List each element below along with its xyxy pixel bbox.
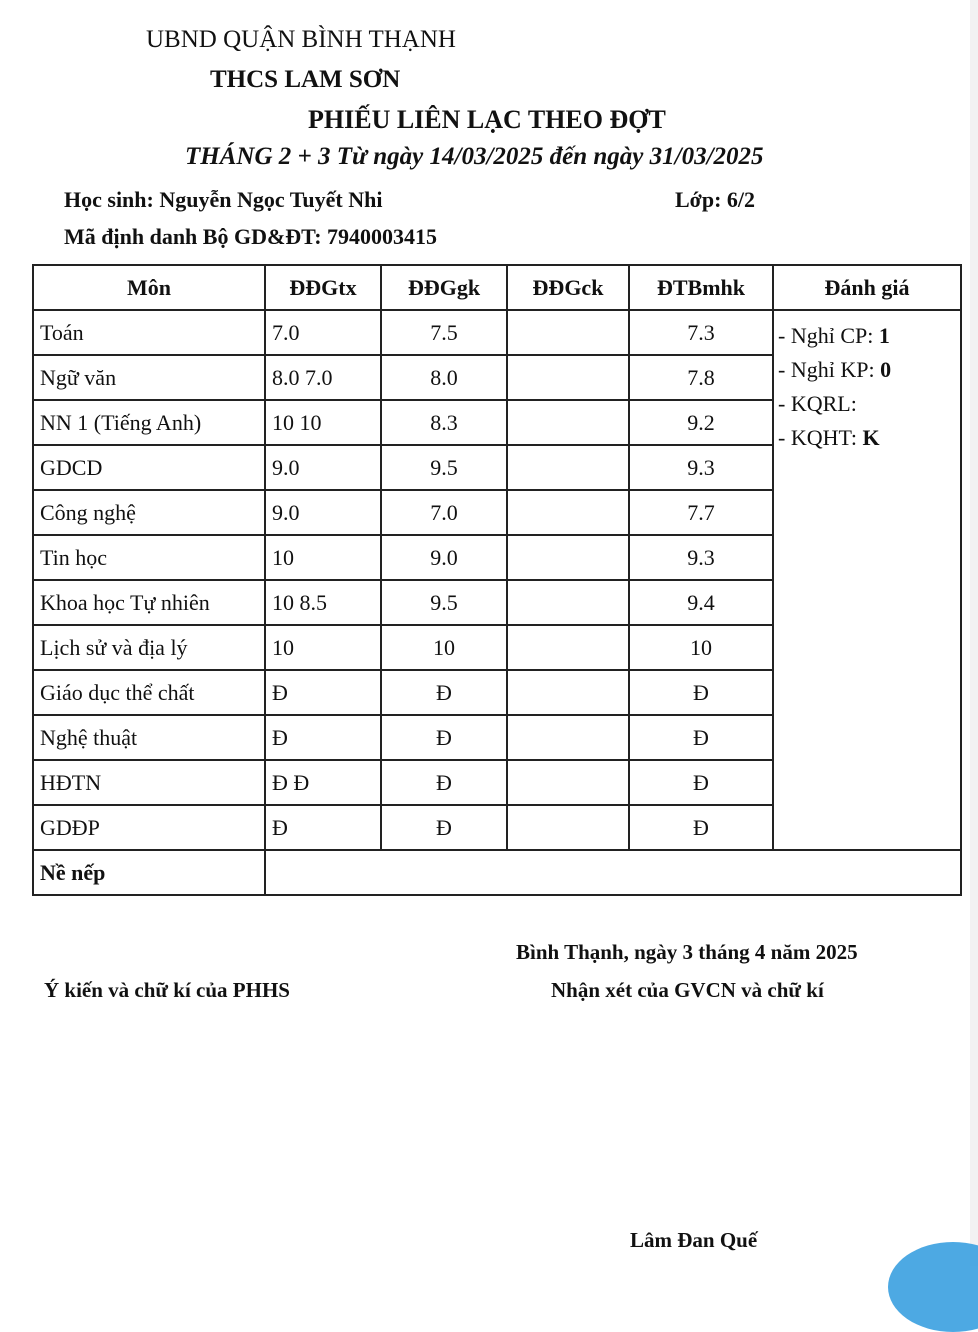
evaluation-label: - Nghỉ KP: [778,357,881,382]
dtbmhk-cell: 9.2 [629,400,773,445]
ddggk-cell: Đ [381,760,507,805]
header-evaluation: Đánh giá [773,265,961,310]
subject-cell: Tin học [33,535,265,580]
conduct-value [265,850,961,895]
dtbmhk-cell: 9.3 [629,535,773,580]
evaluation-label: - KQRL: [778,391,857,416]
ddggk-cell: 8.3 [381,400,507,445]
table-row [33,310,961,355]
ddggk-cell: 9.5 [381,580,507,625]
header-ddgck: ĐĐGck [507,265,629,310]
ddgck-cell [507,355,629,400]
stamp-fragment [888,1242,978,1332]
ddgtx-cell: Đ [265,715,381,760]
subject-cell: Giáo dục thể chất [33,670,265,715]
student-id: Mã định danh Bộ GD&ĐT: 7940003415 [64,224,438,249]
ddgtx-cell: Đ Đ [265,760,381,805]
subject-cell: Công nghệ [33,490,265,535]
ddggk-cell: 8.0 [381,355,507,400]
header-ddggk: ĐĐGgk [381,265,507,310]
ddggk-cell: 7.5 [381,310,507,355]
ddgck-cell [507,310,629,355]
ddgtx-cell: 10 [265,625,381,670]
dtbmhk-cell: 9.4 [629,580,773,625]
report-period: THÁNG 2 + 3 Từ ngày 14/03/2025 đến ngày 31/03/2025 [185,143,764,170]
ddgtx-cell: 9.0 [265,490,381,535]
table-header-row [33,265,961,310]
conduct-row [33,850,961,895]
signing-date: Bình Thạnh, ngày 3 tháng 4 năm 2025 [516,940,858,964]
ddgtx-cell: Đ [265,805,381,850]
ddgck-cell [507,400,629,445]
dtbmhk-cell: 10 [629,625,773,670]
subject-cell: Nghệ thuật [33,715,265,760]
dtbmhk-cell: 7.7 [629,490,773,535]
evaluation-value: 0 [880,357,892,382]
ddggk-cell: 7.0 [381,490,507,535]
student-class: Lớp: 6/2 [675,187,756,212]
subject-cell: GDĐP [33,805,265,850]
evaluation-line [778,421,960,455]
conduct-label: Nề nếp [33,850,265,895]
evaluation-line [778,387,960,421]
header-ddgtx: ĐĐGtx [265,265,381,310]
grades-body [33,310,961,895]
dtbmhk-cell: 7.3 [629,310,773,355]
ddgck-cell [507,445,629,490]
evaluation-cell [773,310,961,850]
ddgtx-cell: 8.0 7.0 [265,355,381,400]
ddgck-cell [507,715,629,760]
subject-cell: GDCD [33,445,265,490]
grades-table [32,264,962,896]
subject-cell: Ngữ văn [33,355,265,400]
evaluation-value: 1 [878,323,890,348]
ddgck-cell [507,670,629,715]
page-edge [970,0,978,1266]
dtbmhk-cell: 9.3 [629,445,773,490]
ddgtx-cell: 7.0 [265,310,381,355]
dtbmhk-cell: Đ [629,715,773,760]
ddgtx-cell: Đ [265,670,381,715]
student-name: Học sinh: Nguyễn Ngọc Tuyết Nhi [64,187,383,212]
dtbmhk-cell: 7.8 [629,355,773,400]
subject-cell: Khoa học Tự nhiên [33,580,265,625]
ddgck-cell [507,490,629,535]
district-name: UBND QUẬN BÌNH THẠNH [146,26,456,53]
evaluation-label: - KQHT: [778,425,863,450]
ddgck-cell [507,625,629,670]
report-title: PHIẾU LIÊN LẠC THEO ĐỢT [308,105,666,134]
teacher-comment-label: Nhận xét của GVCN và chữ kí [551,978,824,1002]
evaluation-line [778,319,960,353]
ddggk-cell: 9.0 [381,535,507,580]
header-subject: Môn [33,265,265,310]
parent-signature-label: Ý kiến và chữ kí của PHHS [44,978,290,1002]
evaluation-value: K [862,425,880,450]
dtbmhk-cell: Đ [629,760,773,805]
ddgtx-cell: 9.0 [265,445,381,490]
dtbmhk-cell: Đ [629,805,773,850]
ddggk-cell: Đ [381,715,507,760]
ddgtx-cell: 10 8.5 [265,580,381,625]
ddgck-cell [507,535,629,580]
ddggk-cell: 9.5 [381,445,507,490]
evaluation-label: - Nghỉ CP: [778,323,879,348]
subject-cell: Lịch sử và địa lý [33,625,265,670]
ddgck-cell [507,805,629,850]
dtbmhk-cell: Đ [629,670,773,715]
ddggk-cell: Đ [381,670,507,715]
teacher-name: Lâm Đan Quế [630,1228,758,1252]
ddgtx-cell: 10 [265,535,381,580]
header-dtbmhk: ĐTBmhk [629,265,773,310]
school-name: THCS LAM SƠN [210,66,401,93]
evaluation-line [778,353,960,387]
ddggk-cell: 10 [381,625,507,670]
subject-cell: NN 1 (Tiếng Anh) [33,400,265,445]
ddgck-cell [507,760,629,805]
ddgck-cell [507,580,629,625]
ddgtx-cell: 10 10 [265,400,381,445]
ddggk-cell: Đ [381,805,507,850]
subject-cell: HĐTN [33,760,265,805]
subject-cell: Toán [33,310,265,355]
